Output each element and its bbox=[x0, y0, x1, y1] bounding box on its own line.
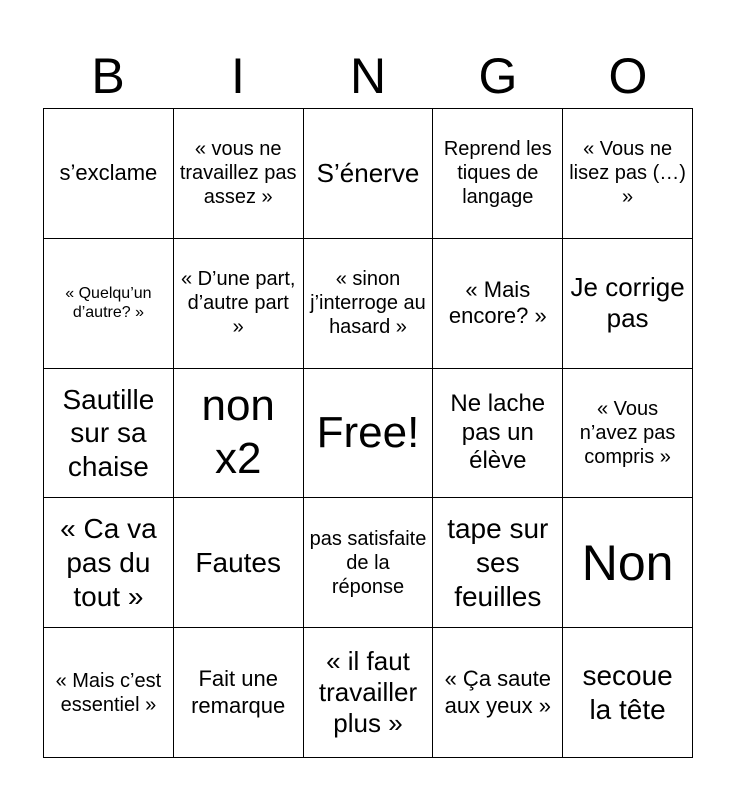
bingo-cell[interactable] bbox=[433, 109, 563, 239]
cell-text: s’exclame bbox=[59, 160, 158, 186]
header-letter-g: G bbox=[478, 48, 518, 104]
bingo-cell[interactable] bbox=[44, 369, 174, 499]
cell-text: « Mais encore? » bbox=[448, 276, 547, 329]
bingo-board bbox=[43, 108, 693, 758]
bingo-cell[interactable] bbox=[44, 109, 174, 239]
cell-text: « Quelqu’un d’autre? » bbox=[65, 285, 152, 322]
cell-text: S’énerve bbox=[316, 157, 420, 188]
header-letter-n: N bbox=[349, 48, 387, 104]
bingo-cell[interactable] bbox=[44, 239, 174, 369]
cell-text: Reprend les tiques de langage bbox=[443, 138, 552, 209]
cell-text: « Ca va pas du tout » bbox=[60, 513, 157, 612]
bingo-cell[interactable] bbox=[563, 369, 693, 499]
bingo-cell[interactable] bbox=[174, 109, 304, 239]
header-letter-o: O bbox=[608, 48, 648, 104]
cell-text: Ne lache pas un élève bbox=[450, 389, 546, 475]
bingo-cell[interactable] bbox=[304, 628, 434, 758]
cell-text: « Mais c’est essentiel » bbox=[55, 669, 162, 716]
bingo-cell[interactable] bbox=[563, 498, 693, 628]
cell-text: Je corrige pas bbox=[570, 272, 685, 334]
cell-text: secoue la tête bbox=[582, 660, 673, 725]
cell-text: « il faut travailler plus » bbox=[318, 645, 418, 739]
bingo-cell[interactable] bbox=[174, 628, 304, 758]
bingo-cell[interactable] bbox=[433, 628, 563, 758]
cell-text: « vous ne travaillez pas assez » bbox=[179, 138, 297, 209]
cell-text: Non bbox=[581, 534, 674, 591]
cell-text: Sautille sur sa chaise bbox=[62, 383, 155, 482]
bingo-cell[interactable] bbox=[563, 239, 693, 369]
bingo-cell[interactable] bbox=[174, 369, 304, 499]
cell-text: « Vous ne lisez pas (…) » bbox=[569, 138, 686, 209]
bingo-cell[interactable] bbox=[304, 498, 434, 628]
bingo-cell[interactable] bbox=[174, 498, 304, 628]
bingo-cell[interactable] bbox=[174, 239, 304, 369]
bingo-cell[interactable] bbox=[563, 628, 693, 758]
bingo-cell[interactable] bbox=[44, 628, 174, 758]
bingo-cell[interactable] bbox=[44, 498, 174, 628]
cell-text: « sinon j’interroge au hasard » bbox=[310, 268, 426, 339]
bingo-cell[interactable] bbox=[433, 239, 563, 369]
bingo-cell[interactable] bbox=[563, 109, 693, 239]
free-space-cell[interactable] bbox=[304, 369, 434, 499]
cell-text: non x2 bbox=[201, 381, 275, 483]
cell-text: Fautes bbox=[195, 546, 281, 578]
cell-text: pas satisfaite de la réponse bbox=[309, 527, 427, 598]
bingo-cell[interactable] bbox=[304, 109, 434, 239]
cell-text: tape sur ses feuilles bbox=[447, 513, 549, 612]
bingo-cell[interactable] bbox=[433, 498, 563, 628]
header-letter-b: B bbox=[91, 48, 125, 104]
bingo-cell[interactable] bbox=[433, 369, 563, 499]
cell-text: « Ça saute aux yeux » bbox=[444, 666, 551, 718]
cell-text: Free! bbox=[316, 407, 420, 457]
header-letter-i: I bbox=[231, 48, 245, 104]
cell-text: « D’une part, d’autre part » bbox=[180, 268, 296, 339]
bingo-header bbox=[43, 44, 693, 108]
bingo-cell[interactable] bbox=[304, 239, 434, 369]
cell-text: « Vous n’avez pas compris » bbox=[579, 397, 676, 468]
cell-text: Fait une remarque bbox=[191, 666, 286, 718]
